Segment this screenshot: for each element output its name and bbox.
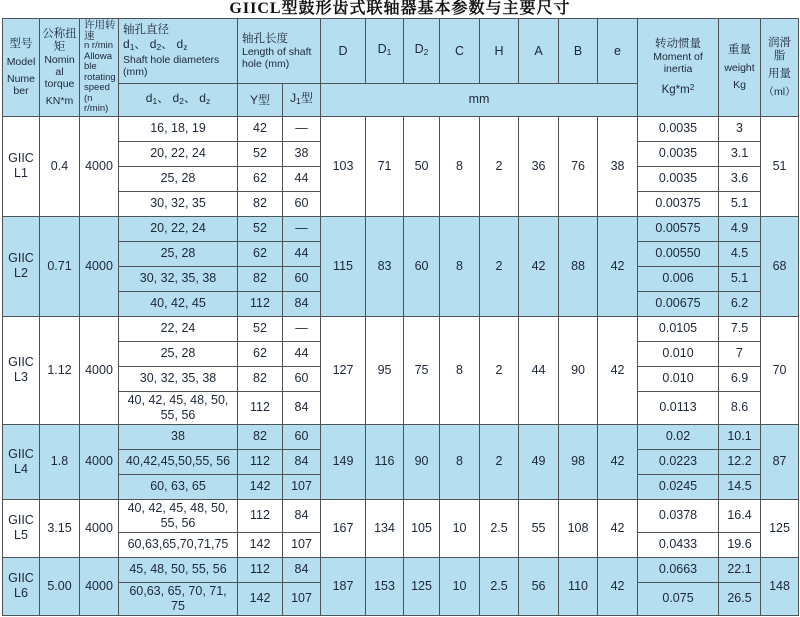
cell-j1-type-length: 44 [283, 166, 321, 191]
cell-speed: 4000 [80, 316, 119, 424]
cell-D: 115 [321, 216, 366, 316]
cell-j1-type-length: — [283, 116, 321, 141]
col-header-speed: 许用转速 n r/min Allowable rotating speed (n r/min) [80, 19, 119, 117]
cell-H: 2 [480, 424, 519, 499]
cell-j1-type-length: 60 [283, 366, 321, 391]
cell-shaft-diameters: 20, 22, 24 [119, 141, 238, 166]
cell-speed: 4000 [80, 116, 119, 216]
cell-y-type-length: 42 [238, 116, 283, 141]
cell-j1-type-length: 107 [283, 474, 321, 499]
cell-weight: 5.1 [719, 266, 761, 291]
cell-speed: 4000 [80, 216, 119, 316]
cell-weight: 7 [719, 341, 761, 366]
cell-D1: 116 [366, 424, 404, 499]
cell-moment-of-inertia: 0.010 [638, 366, 719, 391]
cell-weight: 16.4 [719, 499, 761, 532]
cell-moment-of-inertia: 0.0245 [638, 474, 719, 499]
cell-y-type-length: 112 [238, 499, 283, 532]
cell-model: GIICL2 [3, 216, 40, 316]
cell-shaft-diameters: 16, 18, 19 [119, 116, 238, 141]
cell-shaft-diameters: 60,63, 65, 70, 71, 75 [119, 582, 238, 615]
cell-A: 55 [519, 499, 559, 557]
cell-e: 42 [598, 316, 638, 424]
cell-y-type-length: 62 [238, 241, 283, 266]
cell-e: 38 [598, 116, 638, 216]
cell-D2: 105 [404, 499, 440, 557]
table-row [3, 557, 799, 582]
cell-y-type-length: 62 [238, 341, 283, 366]
cell-j1-type-length: 60 [283, 191, 321, 216]
cell-shaft-diameters: 38 [119, 424, 238, 449]
cell-speed: 4000 [80, 424, 119, 499]
cell-D: 187 [321, 557, 366, 615]
cell-j1-type-length: 84 [283, 499, 321, 532]
cell-D1: 83 [366, 216, 404, 316]
cell-e: 42 [598, 216, 638, 316]
cell-moment-of-inertia: 0.010 [638, 341, 719, 366]
cell-A: 42 [519, 216, 559, 316]
col-header-B: B [559, 19, 598, 84]
cell-j1-type-length: 38 [283, 141, 321, 166]
spec-table [2, 18, 799, 616]
cell-moment-of-inertia: 0.0035 [638, 166, 719, 191]
cell-y-type-length: 82 [238, 191, 283, 216]
col-header-D1: $D_1$ [366, 19, 404, 84]
col-header-e: e [598, 19, 638, 84]
cell-grease-amount: 70 [761, 316, 799, 424]
cell-torque: 1.12 [40, 316, 80, 424]
cell-C: 8 [440, 316, 480, 424]
cell-j1-type-length: 60 [283, 266, 321, 291]
cell-model: GIICL3 [3, 316, 40, 424]
cell-H: 2 [480, 116, 519, 216]
cell-D1: 71 [366, 116, 404, 216]
cell-moment-of-inertia: 0.075 [638, 582, 719, 615]
cell-B: 90 [559, 316, 598, 424]
cell-weight: 14.5 [719, 474, 761, 499]
cell-moment-of-inertia: 0.00375 [638, 191, 719, 216]
cell-weight: 22.1 [719, 557, 761, 582]
cell-D1: 153 [366, 557, 404, 615]
cell-moment-of-inertia: 0.00550 [638, 241, 719, 266]
cell-weight: 4.9 [719, 216, 761, 241]
subheader-d1-d2-dz: $d_1$、 $d_2$、 $d_z$ [119, 84, 238, 116]
cell-j1-type-length: 107 [283, 582, 321, 615]
col-header-model: 型号 Model Numeber [3, 19, 40, 117]
cell-weight: 10.1 [719, 424, 761, 449]
cell-y-type-length: 112 [238, 449, 283, 474]
table-row [3, 424, 799, 449]
subheader-mm-unit: mm [321, 84, 638, 116]
cell-moment-of-inertia: 0.0223 [638, 449, 719, 474]
cell-shaft-diameters: 25, 28 [119, 241, 238, 266]
cell-H: 2 [480, 316, 519, 424]
cell-j1-type-length: 44 [283, 341, 321, 366]
cell-torque: 5.00 [40, 557, 80, 615]
cell-y-type-length: 142 [238, 582, 283, 615]
cell-model: GIICL4 [3, 424, 40, 499]
cell-D1: 95 [366, 316, 404, 424]
cell-grease-amount: 68 [761, 216, 799, 316]
cell-D2: 60 [404, 216, 440, 316]
cell-y-type-length: 82 [238, 266, 283, 291]
col-header-torque: 公称扭矩 Nominal torque KN*m [40, 19, 80, 117]
cell-B: 110 [559, 557, 598, 615]
col-header-D: D [321, 19, 366, 84]
cell-D: 149 [321, 424, 366, 499]
subheader-y-type: Y型 [238, 84, 283, 116]
cell-D: 103 [321, 116, 366, 216]
cell-shaft-diameters: 40, 42, 45, 48, 50, 55, 56 [119, 499, 238, 532]
cell-B: 88 [559, 216, 598, 316]
cell-weight: 19.6 [719, 532, 761, 557]
cell-A: 56 [519, 557, 559, 615]
cell-j1-type-length: 44 [283, 241, 321, 266]
cell-y-type-length: 112 [238, 391, 283, 424]
cell-D: 127 [321, 316, 366, 424]
cell-moment-of-inertia: 0.0105 [638, 316, 719, 341]
cell-y-type-length: 112 [238, 557, 283, 582]
cell-y-type-length: 82 [238, 424, 283, 449]
cell-C: 10 [440, 557, 480, 615]
subheader-j1-type: $J_1$型 [283, 84, 321, 116]
cell-A: 44 [519, 316, 559, 424]
cell-j1-type-length: — [283, 216, 321, 241]
cell-torque: 0.71 [40, 216, 80, 316]
cell-D2: 75 [404, 316, 440, 424]
cell-e: 42 [598, 424, 638, 499]
cell-shaft-diameters: 40, 42, 45 [119, 291, 238, 316]
cell-j1-type-length: 107 [283, 532, 321, 557]
cell-shaft-diameters: 25, 28 [119, 166, 238, 191]
cell-j1-type-length: 84 [283, 557, 321, 582]
cell-moment-of-inertia: 0.006 [638, 266, 719, 291]
cell-shaft-diameters: 22, 24 [119, 316, 238, 341]
cell-y-type-length: 62 [238, 166, 283, 191]
cell-weight: 8.6 [719, 391, 761, 424]
cell-weight: 6.2 [719, 291, 761, 316]
cell-j1-type-length: 84 [283, 449, 321, 474]
cell-moment-of-inertia: 0.0035 [638, 116, 719, 141]
cell-moment-of-inertia: 0.0433 [638, 532, 719, 557]
col-header-H: H [480, 19, 519, 84]
cell-y-type-length: 112 [238, 291, 283, 316]
cell-D: 167 [321, 499, 366, 557]
cell-y-type-length: 52 [238, 316, 283, 341]
cell-e: 42 [598, 499, 638, 557]
col-header-weight: 重量 weight Kg [719, 19, 761, 117]
cell-j1-type-length: — [283, 316, 321, 341]
col-header-shaft-diameters: 轴孔直径 $d_1$、 $d_2$、 $d_z$ Shaft hole diameters (mm) [119, 19, 238, 84]
cell-moment-of-inertia: 0.0035 [638, 141, 719, 166]
cell-grease-amount: 87 [761, 424, 799, 499]
cell-D2: 90 [404, 424, 440, 499]
cell-H: 2.5 [480, 557, 519, 615]
cell-y-type-length: 52 [238, 141, 283, 166]
cell-shaft-diameters: 60,63,65,70,71,75 [119, 532, 238, 557]
cell-B: 108 [559, 499, 598, 557]
cell-weight: 4.5 [719, 241, 761, 266]
cell-C: 8 [440, 216, 480, 316]
cell-grease-amount: 125 [761, 499, 799, 557]
cell-torque: 1.8 [40, 424, 80, 499]
table-row [3, 116, 799, 141]
col-header-inertia: 转动惯量 Moment of inertia $Kg*m^2$ [638, 19, 719, 117]
cell-shaft-diameters: 20, 22, 24 [119, 216, 238, 241]
cell-C: 8 [440, 424, 480, 499]
cell-grease-amount: 148 [761, 557, 799, 615]
cell-weight: 26.5 [719, 582, 761, 615]
cell-A: 36 [519, 116, 559, 216]
col-header-D2: $D_2$ [404, 19, 440, 84]
cell-model: GIICL5 [3, 499, 40, 557]
cell-model: GIICL1 [3, 116, 40, 216]
cell-D1: 134 [366, 499, 404, 557]
cell-weight: 3 [719, 116, 761, 141]
cell-shaft-diameters: 45, 48, 50, 55, 56 [119, 557, 238, 582]
cell-D2: 125 [404, 557, 440, 615]
col-header-shaft-hole-length: 轴孔长度 Length of shaft hole (mm) [238, 19, 321, 84]
cell-moment-of-inertia: 0.00575 [638, 216, 719, 241]
table-row [3, 316, 799, 341]
cell-moment-of-inertia: 0.0113 [638, 391, 719, 424]
cell-D2: 50 [404, 116, 440, 216]
cell-B: 76 [559, 116, 598, 216]
cell-H: 2.5 [480, 499, 519, 557]
cell-e: 42 [598, 557, 638, 615]
table-row [3, 499, 799, 532]
cell-weight: 6.9 [719, 366, 761, 391]
cell-weight: 3.6 [719, 166, 761, 191]
cell-torque: 0.4 [40, 116, 80, 216]
cell-shaft-diameters: 30, 32, 35 [119, 191, 238, 216]
cell-grease-amount: 51 [761, 116, 799, 216]
cell-weight: 3.1 [719, 141, 761, 166]
cell-shaft-diameters: 40, 42, 45, 48, 50, 55, 56 [119, 391, 238, 424]
cell-shaft-diameters: 40,42,45,50,55, 56 [119, 449, 238, 474]
cell-shaft-diameters: 30, 32, 35, 38 [119, 366, 238, 391]
spec-table-body [3, 116, 799, 615]
cell-weight: 7.5 [719, 316, 761, 341]
cell-j1-type-length: 60 [283, 424, 321, 449]
cell-j1-type-length: 84 [283, 391, 321, 424]
cell-y-type-length: 82 [238, 366, 283, 391]
col-header-grease: 润滑脂 用量 （ml） [761, 19, 799, 117]
cell-y-type-length: 142 [238, 532, 283, 557]
cell-moment-of-inertia: 0.00675 [638, 291, 719, 316]
page-title: GIICL型鼓形齿式联轴器基本参数与主要尺寸 [229, 0, 571, 17]
cell-y-type-length: 52 [238, 216, 283, 241]
table-row [3, 216, 799, 241]
cell-shaft-diameters: 25, 28 [119, 341, 238, 366]
cell-shaft-diameters: 30, 32, 35, 38 [119, 266, 238, 291]
cell-B: 98 [559, 424, 598, 499]
cell-model: GIICL6 [3, 557, 40, 615]
cell-moment-of-inertia: 0.0663 [638, 557, 719, 582]
col-header-A: A [519, 19, 559, 84]
cell-torque: 3.15 [40, 499, 80, 557]
cell-speed: 4000 [80, 499, 119, 557]
cell-shaft-diameters: 60, 63, 65 [119, 474, 238, 499]
cell-speed: 4000 [80, 557, 119, 615]
cell-moment-of-inertia: 0.02 [638, 424, 719, 449]
cell-H: 2 [480, 216, 519, 316]
cell-C: 10 [440, 499, 480, 557]
cell-y-type-length: 142 [238, 474, 283, 499]
cell-j1-type-length: 84 [283, 291, 321, 316]
cell-weight: 5.1 [719, 191, 761, 216]
cell-A: 49 [519, 424, 559, 499]
col-header-C: C [440, 19, 480, 84]
cell-moment-of-inertia: 0.0378 [638, 499, 719, 532]
cell-weight: 12.2 [719, 449, 761, 474]
cell-C: 8 [440, 116, 480, 216]
